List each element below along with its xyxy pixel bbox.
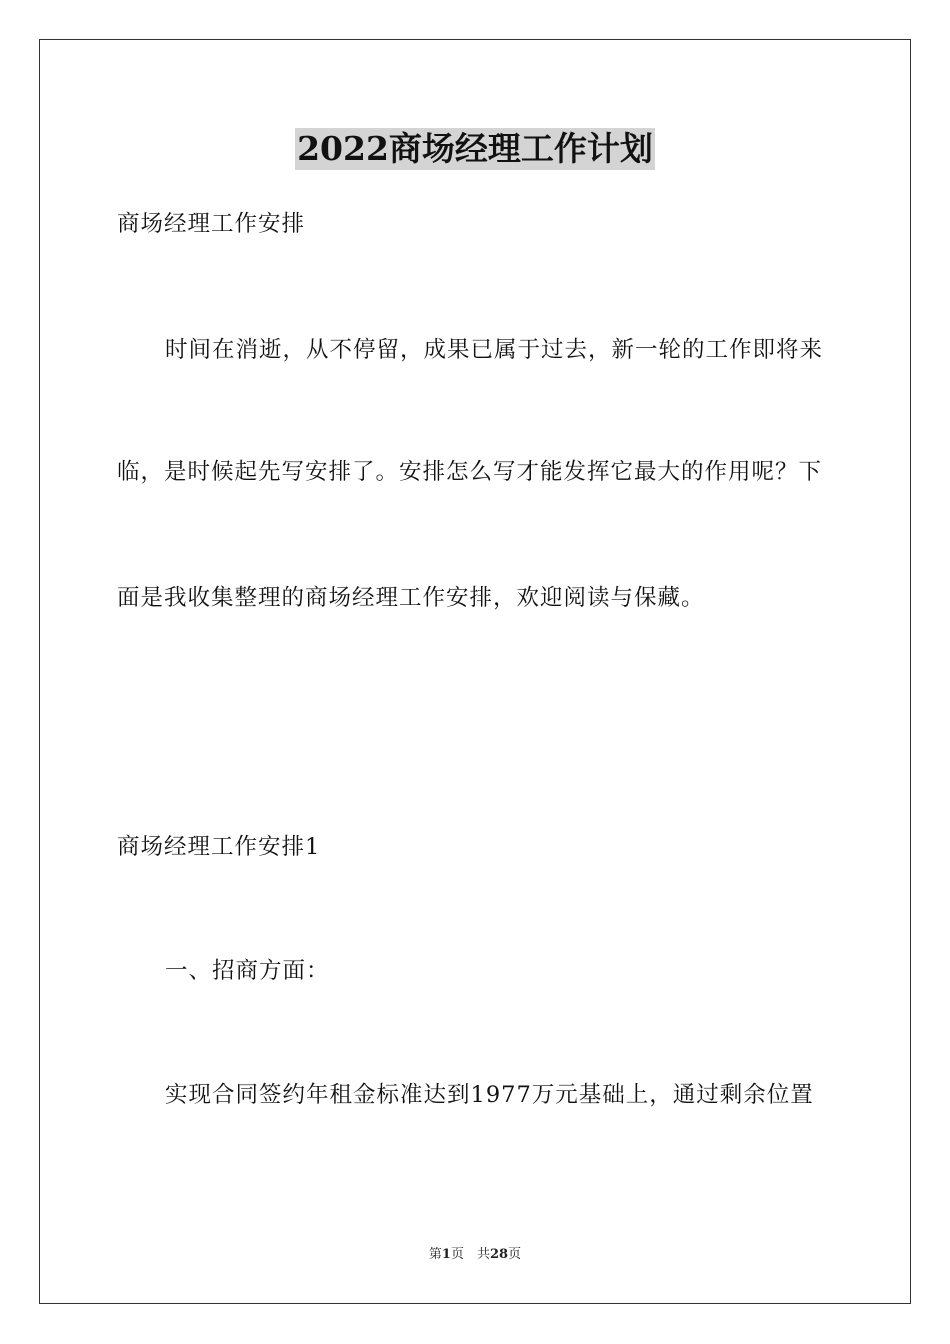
paragraph-line-3: 面是我收集整理的商场经理工作安排，欢迎阅读与保藏。 [117,585,705,611]
page-footer [0,1246,950,1264]
footer-page-prefix: 第 [428,1247,442,1262]
paragraph-line-2: 临，是时候起先写安排了。安排怎么写才能发挥它最大的作用呢？下 [117,459,823,485]
footer-page-suffix: 页 [508,1247,522,1262]
section-heading: 商场经理工作安排 [117,211,306,237]
footer-page-total: 28 [489,1247,509,1262]
document-title: 2022商场经理工作计划 [297,129,653,168]
subsection-heading: 一、招商方面： [165,958,330,984]
paragraph-line-4: 实现合同签约年租金标准达到1977万元基础上，通过剩余位置 [165,1082,814,1108]
paragraph-line-1: 时间在消逝，从不停留，成果已属于过去，新一轮的工作即将来 [165,337,824,363]
plan-heading: 商场经理工作安排1 [117,834,321,860]
footer-page-mid: 页 共 [450,1247,490,1262]
document-title-wrap [0,128,950,170]
footer-page-current: 1 [441,1247,451,1262]
